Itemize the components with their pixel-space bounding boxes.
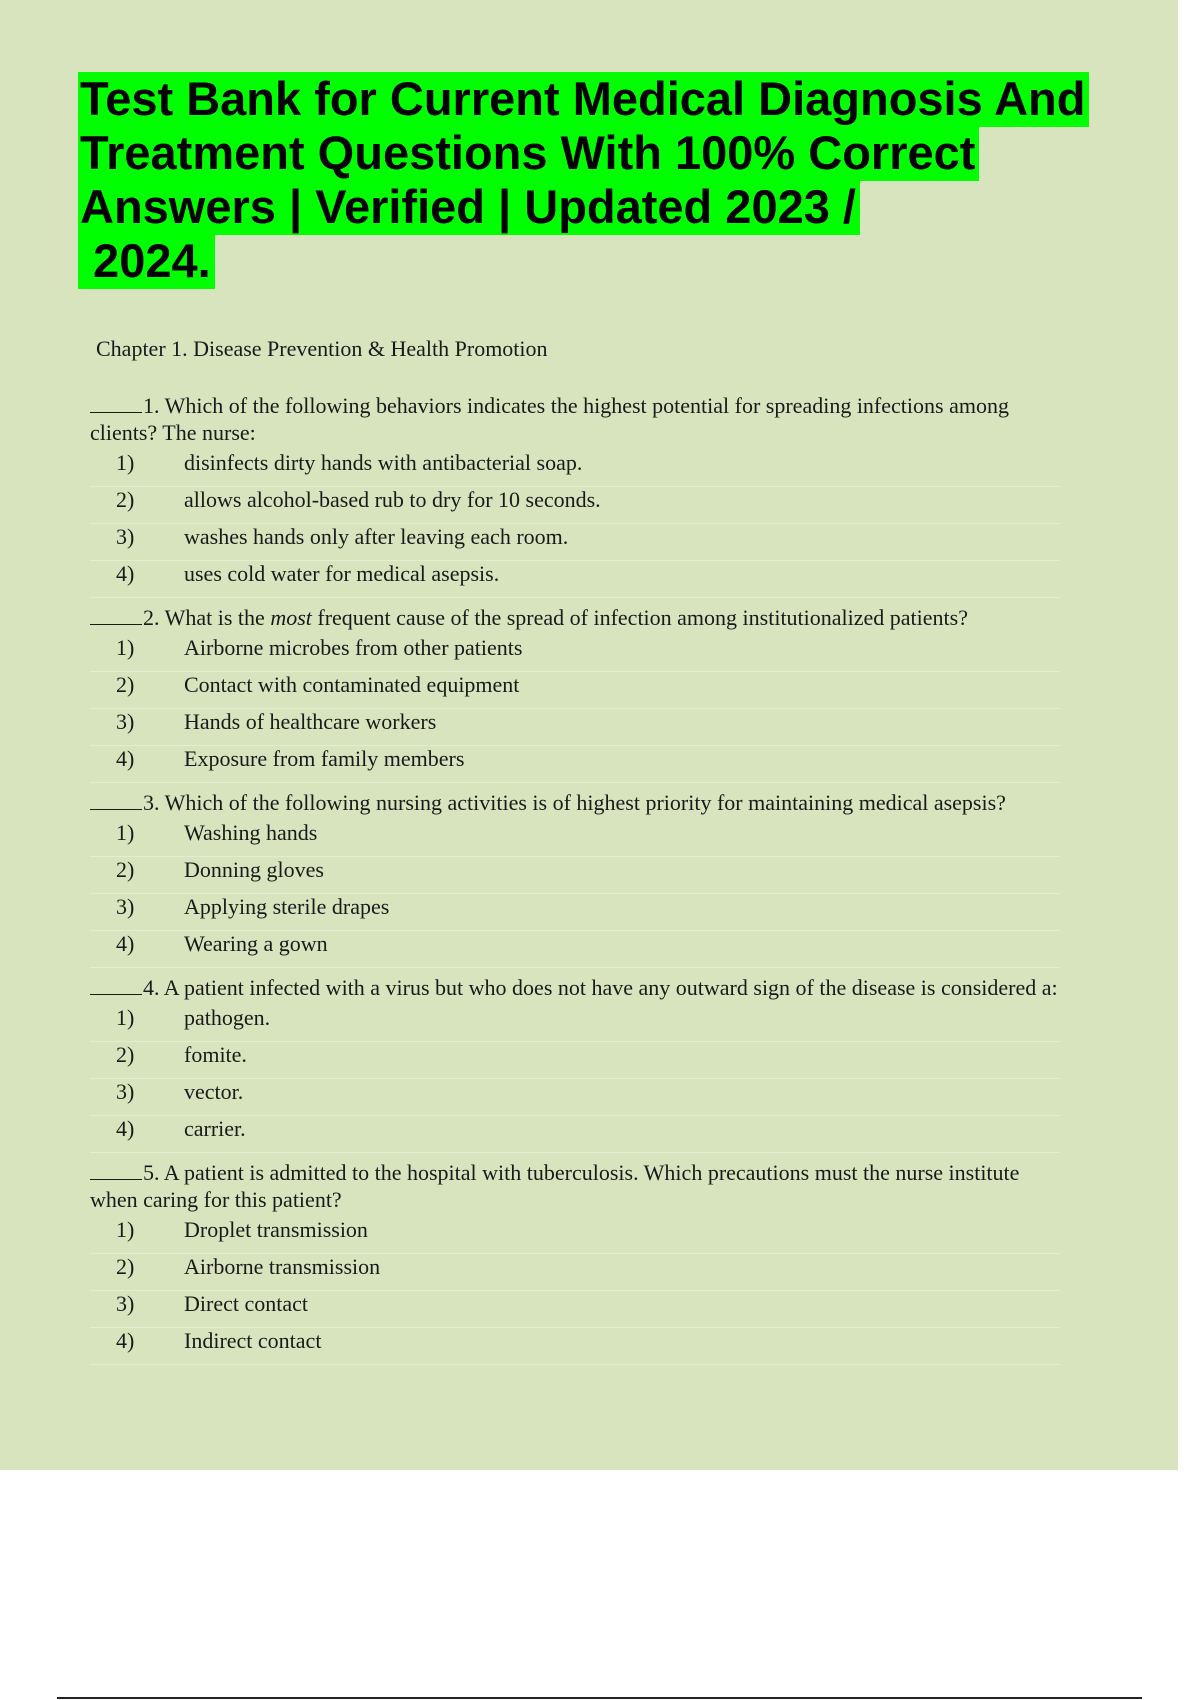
option-number: 3) bbox=[116, 524, 135, 549]
answer-blank bbox=[90, 394, 142, 413]
chapter-heading: Chapter 1. Disease Prevention & Health Promotion bbox=[96, 336, 548, 361]
option-number: 4) bbox=[116, 746, 135, 771]
option-item bbox=[90, 561, 1060, 598]
option-number: 4) bbox=[116, 1116, 135, 1141]
option-list bbox=[90, 1217, 1070, 1365]
option-item bbox=[90, 820, 1060, 857]
option-item bbox=[90, 1291, 1060, 1328]
option-number: 3) bbox=[116, 1079, 135, 1104]
question-emphasis: most bbox=[270, 605, 312, 630]
option-item bbox=[90, 746, 1060, 783]
option-item bbox=[90, 709, 1060, 746]
option-number: 1) bbox=[116, 820, 135, 845]
question-text: Which of the following nursing activities is of highest priority for maintaining medical asepsis? bbox=[164, 790, 1006, 815]
option-item bbox=[90, 635, 1060, 672]
title-line: Treatment Questions With 100% Correct bbox=[78, 126, 1138, 180]
document-title bbox=[78, 72, 1138, 288]
option-number: 1) bbox=[116, 1005, 135, 1030]
question-4 bbox=[90, 974, 1070, 1153]
option-text: Airborne transmission bbox=[184, 1254, 381, 1279]
question-text: A patient infected with a virus but who does not have any outward sign of the disease is considered a: bbox=[163, 975, 1058, 1000]
option-number: 3) bbox=[116, 709, 135, 734]
option-number: 1) bbox=[116, 1217, 135, 1242]
answer-blank bbox=[90, 976, 142, 995]
option-number: 4) bbox=[116, 561, 135, 586]
question-text: Which of the following behaviors indicates the highest potential for spreading infections among clients? The nurse: bbox=[90, 393, 1009, 445]
question-number: 4. bbox=[143, 975, 160, 1000]
question-stem bbox=[90, 1159, 1070, 1213]
option-list bbox=[90, 450, 1070, 598]
option-text: Contact with contaminated equipment bbox=[184, 672, 520, 697]
option-item bbox=[90, 894, 1060, 931]
option-text: allows alcohol-based rub to dry for 10 seconds. bbox=[184, 487, 601, 512]
title-line: 2024. bbox=[78, 234, 1138, 288]
answer-blank bbox=[90, 606, 142, 625]
option-number: 1) bbox=[116, 450, 135, 475]
question-1 bbox=[90, 392, 1070, 598]
option-item bbox=[90, 524, 1060, 561]
option-number: 4) bbox=[116, 931, 135, 956]
option-text: pathogen. bbox=[184, 1005, 271, 1030]
option-item bbox=[90, 1254, 1060, 1291]
option-text: washes hands only after leaving each room. bbox=[184, 524, 569, 549]
option-text: disinfects dirty hands with antibacterial soap. bbox=[184, 450, 583, 475]
option-item bbox=[90, 1116, 1060, 1153]
option-text: uses cold water for medical asepsis. bbox=[184, 561, 500, 586]
question-list bbox=[90, 392, 1070, 1371]
title-line: Test Bank for Current Medical Diagnosis And bbox=[78, 72, 1138, 126]
option-text: Washing hands bbox=[184, 820, 318, 845]
option-number: 3) bbox=[116, 894, 135, 919]
question-stem bbox=[90, 974, 1070, 1001]
option-item bbox=[90, 1079, 1060, 1116]
option-text: fomite. bbox=[184, 1042, 247, 1067]
answer-blank bbox=[90, 1161, 142, 1180]
question-5 bbox=[90, 1159, 1070, 1365]
question-number: 3. bbox=[143, 790, 160, 815]
question-text-continued: frequent cause of the spread of infection among institutionalized patients? bbox=[317, 605, 968, 630]
question-text: A patient is admitted to the hospital with tuberculosis. Which precautions must the nurse institute when caring for this patient? bbox=[90, 1160, 1020, 1212]
option-text: Indirect contact bbox=[184, 1328, 322, 1353]
option-number: 2) bbox=[116, 857, 135, 882]
question-3 bbox=[90, 789, 1070, 968]
option-text: Direct contact bbox=[184, 1291, 308, 1316]
option-item bbox=[90, 672, 1060, 709]
option-text: Wearing a gown bbox=[184, 931, 328, 956]
option-item bbox=[90, 487, 1060, 524]
option-list bbox=[90, 635, 1070, 783]
option-number: 2) bbox=[116, 1042, 135, 1067]
option-item bbox=[90, 1328, 1060, 1365]
option-item bbox=[90, 450, 1060, 487]
option-number: 2) bbox=[116, 672, 135, 697]
question-stem bbox=[90, 789, 1070, 816]
title-line: Answers | Verified | Updated 2023 / bbox=[78, 180, 1138, 234]
option-item bbox=[90, 931, 1060, 968]
option-text: Donning gloves bbox=[184, 857, 324, 882]
option-item bbox=[90, 1042, 1060, 1079]
option-number: 4) bbox=[116, 1328, 135, 1353]
answer-blank bbox=[90, 791, 142, 810]
question-stem bbox=[90, 392, 1070, 446]
option-list bbox=[90, 820, 1070, 968]
option-text: Applying sterile drapes bbox=[184, 894, 390, 919]
option-item bbox=[90, 1217, 1060, 1254]
question-number: 1. bbox=[143, 393, 160, 418]
option-number: 2) bbox=[116, 487, 135, 512]
option-text: Airborne microbes from other patients bbox=[184, 635, 523, 660]
option-text: Droplet transmission bbox=[184, 1217, 368, 1242]
option-number: 3) bbox=[116, 1291, 135, 1316]
question-2 bbox=[90, 604, 1070, 783]
option-text: Exposure from family members bbox=[184, 746, 465, 771]
question-number: 5. bbox=[143, 1160, 160, 1185]
footer-divider bbox=[57, 1697, 1142, 1699]
option-list bbox=[90, 1005, 1070, 1153]
option-item bbox=[90, 857, 1060, 894]
option-number: 1) bbox=[116, 635, 135, 660]
option-text: Hands of healthcare workers bbox=[184, 709, 437, 734]
option-text: carrier. bbox=[184, 1116, 246, 1141]
option-text: vector. bbox=[184, 1079, 244, 1104]
option-number: 2) bbox=[116, 1254, 135, 1279]
option-item bbox=[90, 1005, 1060, 1042]
question-stem bbox=[90, 604, 1070, 631]
question-number: 2. bbox=[143, 605, 160, 630]
question-text: What is the bbox=[164, 605, 265, 630]
